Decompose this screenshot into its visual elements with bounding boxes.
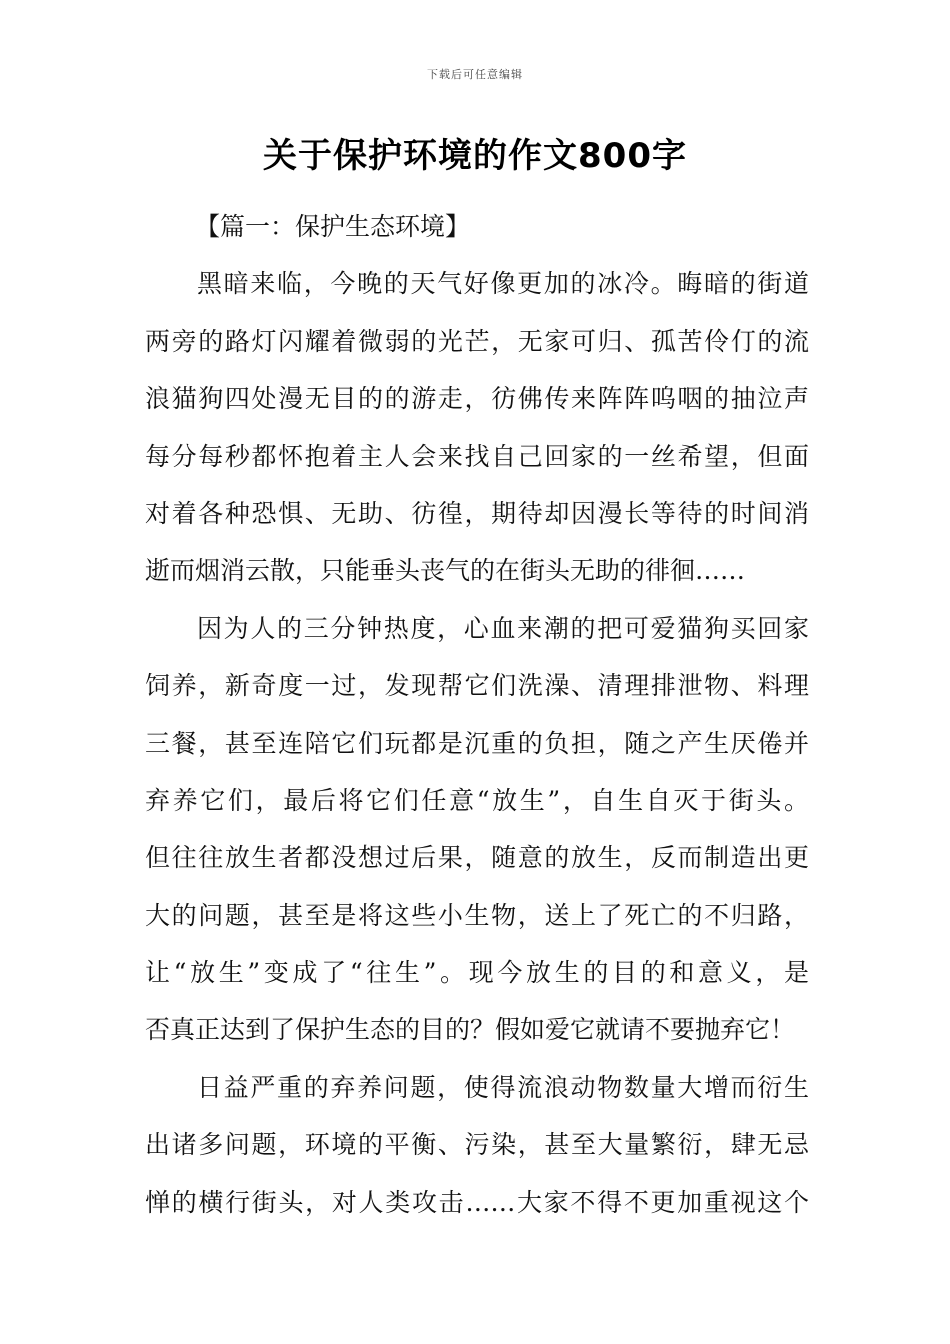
paragraph-line: 大的问题，甚至是将这些小生物，送上了死亡的不归路， — [145, 900, 809, 930]
paragraph-line: 两旁的路灯闪耀着微弱的光芒，无家可归、孤苦伶仃的流 — [145, 326, 809, 356]
document-title: 关于保护环境的作文800字 — [263, 136, 687, 176]
paragraph-line: 否真正达到了保护生态的目的？假如爱它就请不要抛弃它！ — [145, 1015, 796, 1045]
paragraph-line: 但往往放生者都没想过后果，随意的放生，反而制造出更 — [145, 843, 809, 873]
paragraph-line: 惮的横行街头，对人类攻击……大家不得不更加重视这个 — [145, 1187, 809, 1217]
paragraph-line: 日益严重的弃养问题，使得流浪动物数量大增而衍生 — [197, 1072, 809, 1102]
paragraph-line: 饲养，新奇度一过，发现帮它们洗澡、清理排泄物、料理 — [145, 671, 809, 701]
paragraph-line: 逝而烟消云散，只能垂头丧气的在街头无助的徘徊…… — [145, 556, 746, 586]
paragraph-line: 浪猫狗四处漫无目的的游走，彷佛传来阵阵呜咽的抽泣声 — [145, 384, 809, 414]
paragraph-line: 因为人的三分钟热度，心血来潮的把可爱猫狗买回家 — [197, 613, 809, 643]
header-note: 下载后可任意编辑 — [427, 68, 523, 81]
paragraph-line: 让“放生”变成了“往生”。现今放生的目的和意义，是 — [145, 958, 809, 988]
paragraph-line: 对着各种恐惧、无助、彷徨，期待却因漫长等待的时间消 — [145, 498, 809, 528]
section-heading: 【篇一：保护生态环境】 — [195, 212, 471, 241]
paragraph-line: 黑暗来临，今晚的天气好像更加的冰冷。晦暗的街道 — [197, 269, 809, 299]
paragraph-line: 三餐，甚至连陪它们玩都是沉重的负担，随之产生厌倦并 — [145, 728, 809, 758]
paragraph-line: 弃养它们，最后将它们任意“放生”，自生自灭于街头。 — [145, 785, 809, 815]
paragraph-line: 每分每秒都怀抱着主人会来找自己回家的一丝希望，但面 — [145, 441, 809, 471]
paragraph-line: 出诸多问题，环境的平衡、污染，甚至大量繁衍，肆无忌 — [145, 1130, 809, 1160]
document-body — [145, 198, 809, 1231]
